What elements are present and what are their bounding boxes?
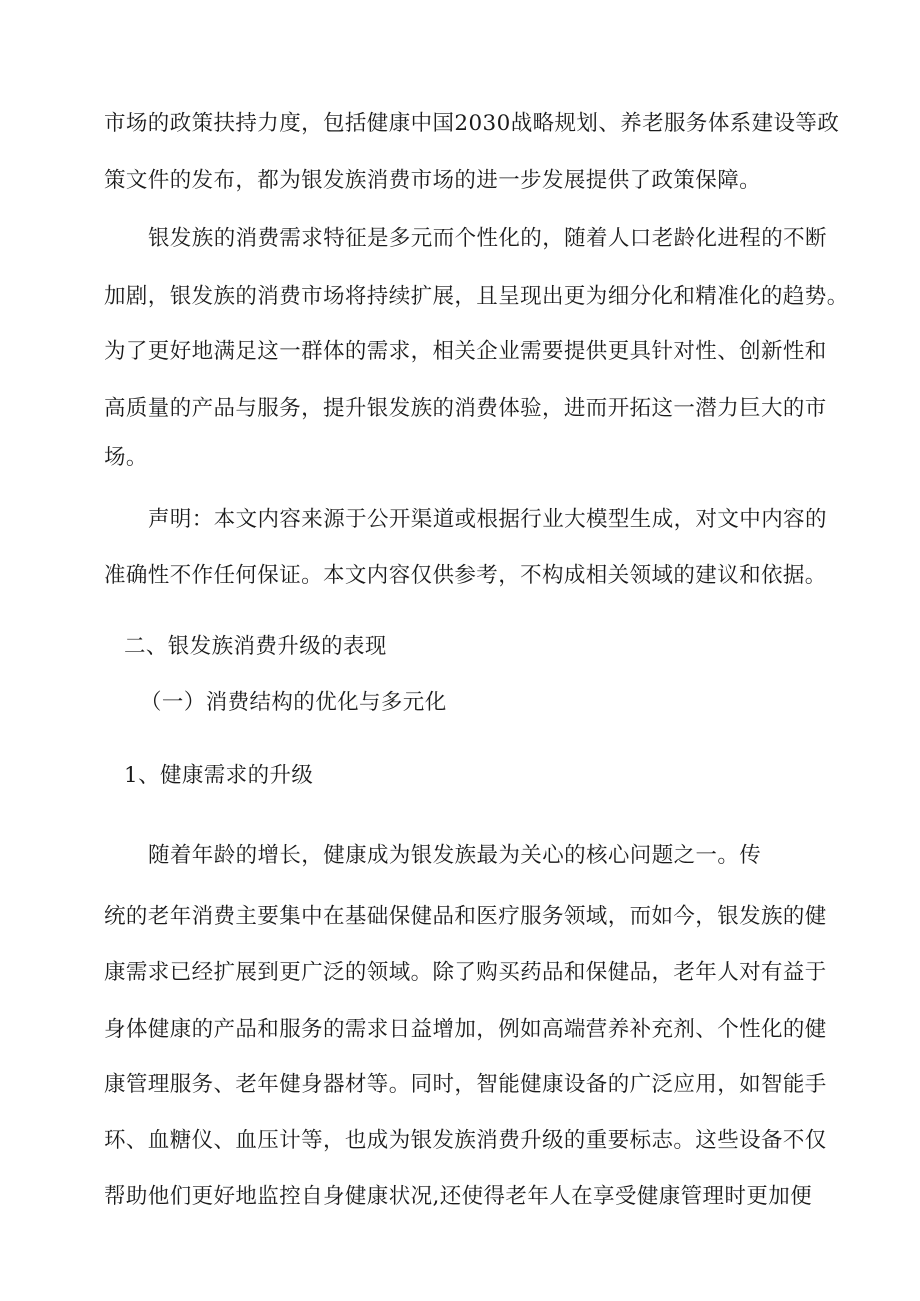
disclaimer-line: 准确性不作任何保证。本文内容仅供参考，不构成相关领域的建议和依据。: [104, 563, 827, 588]
paragraph-line: 随着年龄的增长，健康成为银发族最为关心的核心问题之一。传: [148, 843, 762, 868]
paragraph-line: 帮助他们更好地监控自身健康状况,还使得老年人在享受健康管理时更加便: [104, 1184, 813, 1209]
paragraph-line: 身体健康的产品和服务的需求日益增加，例如高端营养补充剂、个性化的健: [104, 1017, 827, 1042]
paragraph-line: 高质量的产品与服务，提升银发族的消费体验，进而开拓这一潜力巨大的市: [104, 396, 827, 421]
paragraph-line: 环、血糖仪、血压计等，也成为银发族消费升级的重要标志。这些设备不仅: [104, 1128, 827, 1153]
paragraph-line: 市场的政策扶持力度，包括健康中国2030战略规划、养老服务体系建设等政: [104, 111, 840, 136]
paragraph-line: 策文件的发布，都为银发族消费市场的进一步发展提供了政策保障。: [104, 168, 762, 193]
paragraph-line: 康管理服务、老年健身器材等。同时，智能健康设备的广泛应用，如智能手: [104, 1072, 827, 1097]
paragraph-line: 加剧，银发族的消费市场将持续扩展，且呈现出更为细分化和精准化的趋势。: [104, 284, 849, 309]
paragraph-line: 康需求已经扩展到更广泛的领域。除了购买药品和保健品，老年人对有益于: [104, 960, 827, 985]
section-heading: 二、银发族消费升级的表现: [124, 634, 387, 659]
subsection-heading: （一）消费结构的优化与多元化: [140, 690, 447, 715]
paragraph-line: 场。: [104, 445, 148, 470]
item-heading: 1、健康需求的升级: [124, 763, 314, 788]
paragraph-line: 为了更好地满足这一群体的需求，相关企业需要提供更具针对性、创新性和: [104, 339, 827, 364]
paragraph-line: 统的老年消费主要集中在基础保健品和医疗服务领域，而如今，银发族的健: [104, 904, 827, 929]
disclaimer-line: 声明：本文内容来源于公开渠道或根据行业大模型生成，对文中内容的: [148, 507, 827, 532]
paragraph-line: 银发族的消费需求特征是多元而个性化的，随着人口老龄化进程的不断: [148, 226, 827, 251]
